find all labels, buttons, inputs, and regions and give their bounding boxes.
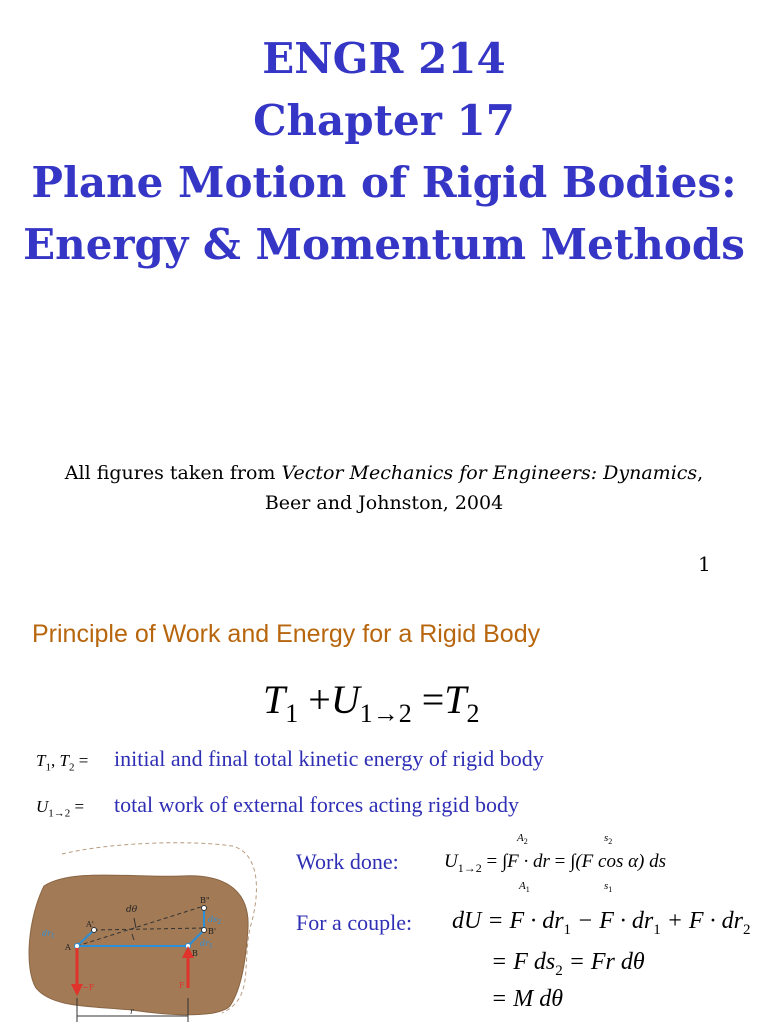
def-sym-u-sub: 1→2 [48,807,71,820]
def-sym-u: U [36,797,49,816]
wd-int1: = ∫ [481,851,508,872]
course-code: ENGR 214 [262,34,506,83]
rigid-body-couple-figure [22,838,264,1024]
eq-t2: T [444,677,467,722]
credit-book-title: Vector Mechanics for Engineers: Dynamics [281,462,698,484]
chapter-title: Chapter 17 [253,96,515,145]
def-work-symbol [36,797,84,819]
wd-term2: (F cos α) ds [575,851,667,872]
label-a-prime: A' [86,920,94,929]
point-a [75,944,80,949]
label-b-prime: B' [208,927,217,936]
eq-t2-sub: 2 [466,699,480,728]
eq-plus: + [308,677,331,722]
wd-term1: F · dr [507,851,550,872]
wd-lhs: U [444,851,458,872]
label-f: F [179,981,185,990]
int2-lower-limit: $s_1$ [604,880,613,895]
topic-title-line2: Energy & Momentum Methods [23,220,745,269]
work-done-equation [444,851,666,876]
label-d-theta: dθ [126,905,138,915]
eq-u: U [330,677,360,722]
label-b-double: B" [200,896,210,905]
label-b: B [192,949,198,958]
def-sym-eq2: = [70,797,85,816]
couple-line1: dU = $F \cdot dr_1 - F \cdot dr_1 + F \cdot dr_2$ [452,908,751,938]
figure-credit [0,458,768,518]
rigid-body-shape [29,875,248,1015]
label-dr1-right: $dr_1$ [200,939,213,950]
couple-line2: = F $ds_2 = Fr$ dθ [491,949,645,979]
point-b-prime [202,928,207,933]
wd-lhs-sub: 1→2 [457,860,482,875]
topic-title-line1: Plane Motion of Rigid Bodies: [31,158,737,207]
eq-t1: T [263,677,286,722]
credit-prefix: All figures taken from [64,462,276,484]
def-sym-t1-sub: 1 [45,761,51,774]
point-b-double [202,906,207,911]
int1-lower-limit: $A_1$ [519,880,530,895]
def-kinetic-text: initial and final total kinetic energy of rigid body [114,746,544,771]
eq-u-sub: 1→2 [359,699,412,728]
label-neg-f: −F [82,983,95,992]
couple-label: For a couple: [296,910,413,935]
def-sym-t2-sub: 2 [68,761,75,774]
int2-upper-limit: $s_2$ [604,832,613,847]
wd-int2: = ∫ [549,851,576,872]
def-kinetic-symbol [36,751,88,773]
def-sym-eq: = [74,751,89,770]
def-sym-t2: T [59,751,69,770]
slide-heading: Principle of Work and Energy for a Rigid Body [32,620,541,648]
int1-upper-limit: $A_2$ [517,832,528,847]
eq-t1-sub: 1 [285,699,299,728]
label-ds2: $ds_2$ [208,915,222,926]
label-dr1-left: $dr_1$ [42,929,55,940]
page-number: 1 [698,552,711,576]
label-r: r [130,1007,134,1016]
def-work-text: total work of external forces acting rigid body [114,792,520,817]
credit-suffix: , [697,462,704,484]
couple-line3: = M dθ [491,986,563,1012]
work-done-label: Work done: [296,849,399,874]
def-sym-comma: , [50,751,60,770]
work-energy-equation [263,676,480,729]
def-sym-t1: T [36,751,46,770]
credit-authors: Beer and Johnston, 2004 [264,492,504,514]
label-a: A [65,943,71,952]
eq-equals: = [421,677,445,722]
